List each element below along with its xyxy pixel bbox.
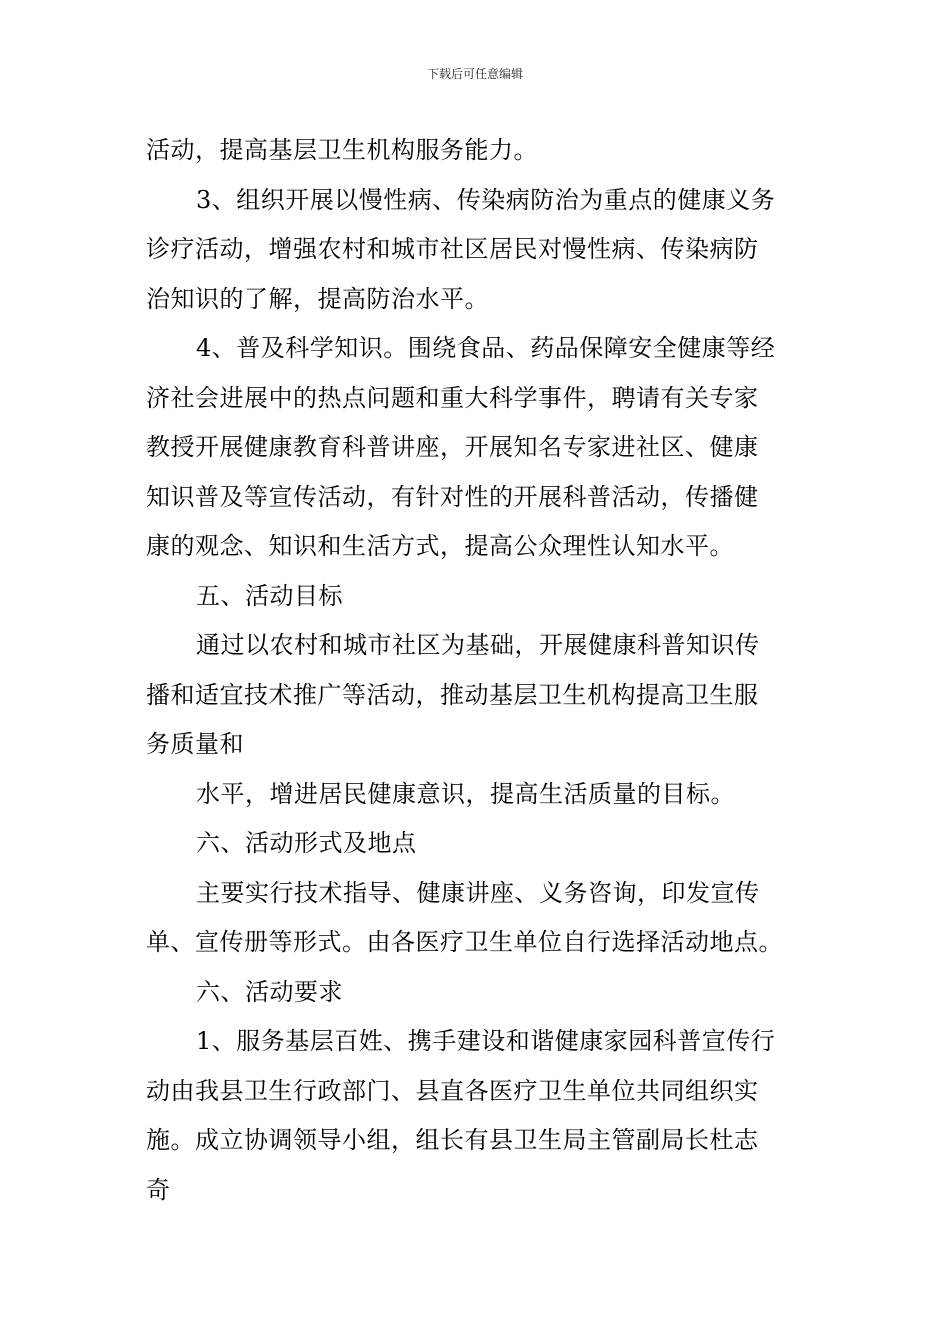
text-line: 1、服务基层百姓、携手建设和谐健康家园科普宣传行: [196, 1027, 776, 1055]
page-header-note: 下载后可任意编辑: [426, 67, 523, 81]
document-body: [146, 126, 806, 1215]
text-line: 单、宣传册等形式。由各医疗卫生单位自行选择活动地点。: [146, 928, 783, 956]
text-line: 动由我县卫生行政部门、县直各医疗卫生单位共同组织实: [146, 1076, 759, 1105]
text-line: 务质量和: [146, 730, 244, 758]
text-line: 知识普及等宣传活动，有针对性的开展科普活动，传播健: [146, 482, 759, 511]
text-line: 水平，增进居民健康意识，提高生活质量的目标。: [196, 779, 735, 808]
text-line: 主要实行技术指导、健康讲座、义务咨询，印发宣传: [196, 878, 760, 907]
text-line: 3、组织开展以慢性病、传染病防治为重点的健康义务: [196, 185, 776, 214]
text-line: 施。成立协调领导小组，组长有县卫生局主管副局长杜志: [146, 1126, 759, 1154]
text-line: 治知识的了解，提高防治水平。: [146, 284, 489, 313]
text-line: 通过以农村和城市社区为基础，开展健康科普知识传: [196, 631, 760, 659]
text-line: 活动，提高基层卫生机构服务能力。: [146, 136, 538, 164]
text-line: 诊疗活动，增强农村和城市社区居民对慢性病、传染病防: [146, 235, 759, 263]
section-heading: 六、活动要求: [196, 977, 343, 1006]
section-heading: 五、活动目标: [196, 581, 343, 610]
text-line: 济社会进展中的热点问题和重大科学事件，聘请有关专家: [146, 383, 759, 412]
text-line: 4、普及科学知识。围绕食品、药品保障安全健康等经: [196, 334, 776, 362]
text-line: 教授开展健康教育科普讲座，开展知名专家进社区、健康: [146, 433, 759, 461]
text-line: 奇: [146, 1175, 171, 1204]
text-line: 播和适宜技术推广等活动，推动基层卫生机构提高卫生服: [146, 680, 759, 709]
section-heading: 六、活动形式及地点: [196, 829, 417, 857]
text-line: 康的观念、知识和生活方式，提高公众理性认知水平。: [146, 532, 734, 560]
